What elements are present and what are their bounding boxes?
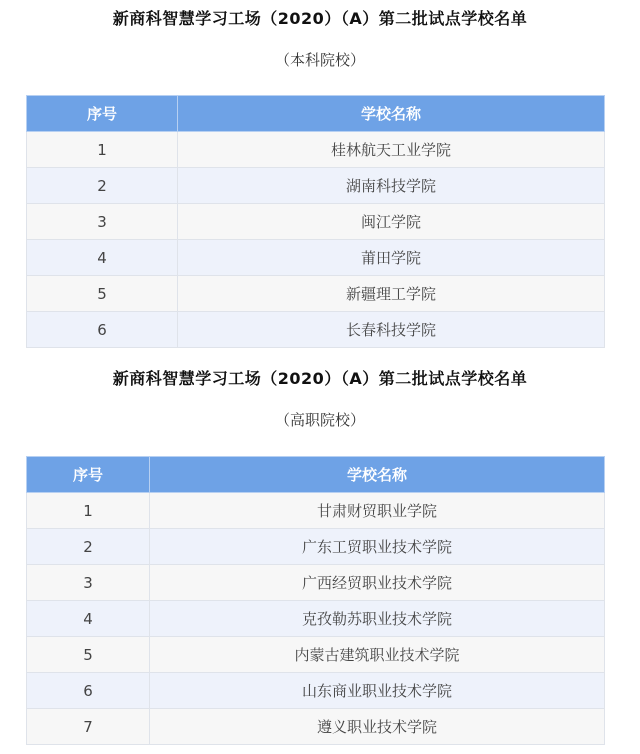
table-row (27, 132, 605, 168)
row-number: 1 (27, 493, 150, 529)
row-number: 7 (27, 709, 150, 745)
table-row (27, 601, 605, 637)
school-name: 广西经贸职业技术学院 (150, 565, 605, 601)
column-header-school: 学校名称 (150, 457, 605, 493)
school-name: 遵义职业技术学院 (150, 709, 605, 745)
column-header-no: 序号 (27, 457, 150, 493)
row-number: 5 (27, 637, 150, 673)
row-number: 1 (27, 132, 178, 168)
school-name: 湖南科技学院 (178, 168, 605, 204)
row-number: 5 (27, 276, 178, 312)
row-number: 2 (27, 529, 150, 565)
row-number: 3 (27, 204, 178, 240)
section1-subtitle: （本科院校） (274, 51, 365, 69)
school-name: 广东工贸职业技术学院 (150, 529, 605, 565)
table-row (27, 709, 605, 745)
section1-title: 新商科智慧学习工场（2020）（A）第二批试点学校名单 (112, 9, 528, 28)
table-header-row (27, 457, 605, 493)
table-row (27, 673, 605, 709)
table-row (27, 276, 605, 312)
table-header-row (27, 96, 605, 132)
school-name: 新疆理工学院 (178, 276, 605, 312)
table-row (27, 565, 605, 601)
table-row (27, 240, 605, 276)
school-name: 克孜勒苏职业技术学院 (150, 601, 605, 637)
row-number: 4 (27, 601, 150, 637)
school-name: 闽江学院 (178, 204, 605, 240)
section2-subtitle: （高职院校） (274, 411, 365, 429)
column-header-school: 学校名称 (178, 96, 605, 132)
table-row (27, 204, 605, 240)
row-number: 2 (27, 168, 178, 204)
row-number: 6 (27, 312, 178, 348)
school-name: 山东商业职业技术学院 (150, 673, 605, 709)
school-name: 甘肃财贸职业学院 (150, 493, 605, 529)
table-row (27, 637, 605, 673)
school-name: 莆田学院 (178, 240, 605, 276)
section1-school-table (26, 95, 605, 348)
table-row (27, 529, 605, 565)
row-number: 4 (27, 240, 178, 276)
school-name: 桂林航天工业学院 (178, 132, 605, 168)
column-header-no: 序号 (27, 96, 178, 132)
row-number: 3 (27, 565, 150, 601)
school-name: 长春科技学院 (178, 312, 605, 348)
table-row (27, 168, 605, 204)
section2-school-table (26, 456, 605, 745)
table-row (27, 312, 605, 348)
table-row (27, 493, 605, 529)
section2-title: 新商科智慧学习工场（2020）（A）第二批试点学校名单 (112, 369, 528, 388)
school-name: 内蒙古建筑职业技术学院 (150, 637, 605, 673)
row-number: 6 (27, 673, 150, 709)
